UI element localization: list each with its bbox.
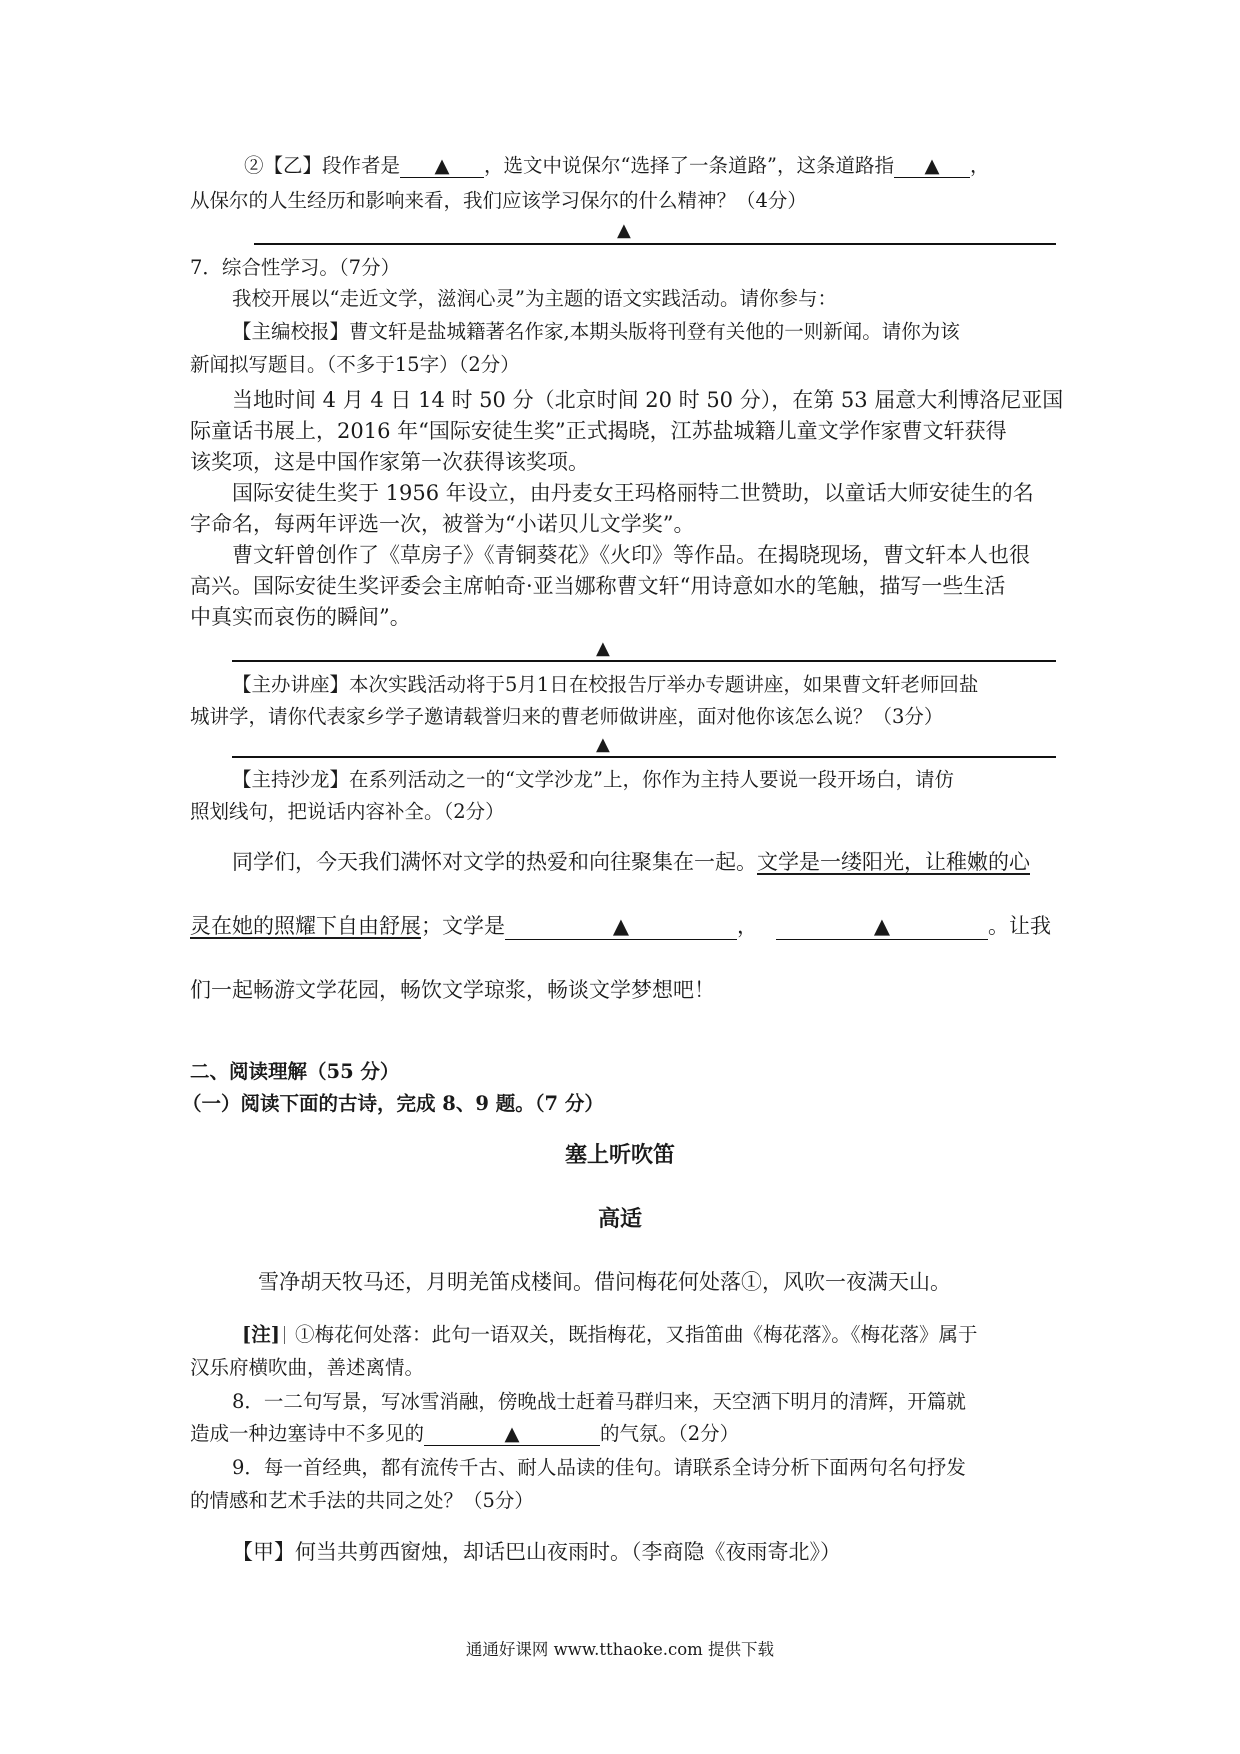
- news-line: 高兴。国际安徒生奖评委会主席帕奇·亚当娜称曹文轩“用诗意如水的笔触，描写一些生活: [190, 574, 1006, 598]
- answer-mark: ▲: [596, 638, 610, 659]
- news-line: 中真实而哀伤的瞬间”。: [190, 605, 411, 629]
- blank-mark: ▲: [873, 914, 891, 938]
- q6-2-text-c: ，: [969, 154, 990, 177]
- blank-mark: ▲: [504, 1422, 520, 1445]
- q8-line2: [190, 1422, 739, 1446]
- salon-blank-2: [776, 914, 988, 940]
- news-line: 际童话书展上，2016 年“国际安徒生奖”正式揭晓，江苏盐城籍儿童文学作家曹文轩获得: [190, 419, 1007, 443]
- note-marker: [284, 1326, 291, 1344]
- salon-line1: [232, 850, 1030, 875]
- poem-note-line1: [242, 1323, 977, 1346]
- q8-text-a: 造成一种边塞诗中不多见的: [190, 1422, 425, 1445]
- q7-part2-line2: 城讲学，请你代表家乡学子邀请载誉归来的曹老师做讲座，面对他你该怎么说？（3分）: [190, 705, 944, 728]
- section2-title: 二、阅读理解（55 分）: [190, 1060, 400, 1083]
- q6-2-text-a: ②【乙】段作者是: [244, 154, 401, 177]
- q7-part3-line1: 【主持沙龙】在系列活动之一的“文学沙龙”上，你作为主持人要说一段开场白，请仿: [232, 768, 954, 791]
- answer-mark: ▲: [617, 220, 631, 241]
- salon-text-a: 同学们，今天我们满怀对文学的热爱和向往聚集在一起。: [232, 850, 757, 874]
- q6-2-blank-road: [894, 154, 970, 178]
- note-label: [注]: [242, 1323, 280, 1346]
- q9-line1: 9．每一首经典，都有流传千古、耐人品读的佳句。请联系全诗分析下面两句名句抒发: [232, 1456, 966, 1479]
- q9-line2: 的情感和艺术手法的共同之处？（5分）: [190, 1489, 534, 1512]
- q6-2-line2: 从保尔的人生经历和影响来看，我们应该学习保尔的什么精神？（4分）: [190, 189, 807, 212]
- news-line: 曹文轩曾创作了《草房子》《青铜葵花》《火印》等作品。在揭晓现场，曹文轩本人也很: [232, 543, 1030, 567]
- news-line: 字命名，每两年评选一次，被誉为“小诺贝儿文学奖”。: [190, 512, 695, 536]
- salon-blank-1: [505, 914, 737, 940]
- poem-note-line2: 汉乐府横吹曲，善述离情。: [190, 1356, 425, 1379]
- salon-text-b: ；文学是: [421, 914, 505, 938]
- salon-model-sentence-a: 文学是一缕阳光，让稚嫩的心: [757, 850, 1030, 874]
- q8-blank: [424, 1422, 600, 1446]
- q8-text-b: 的气氛。（2分）: [600, 1422, 740, 1445]
- q7-part1-line2: 新闻拟写题目。（不多于15字）（2分）: [190, 353, 520, 376]
- section2-subtitle: （一）阅读下面的古诗，完成 8、9 题。（7 分）: [182, 1092, 604, 1115]
- salon-text-c: ，: [737, 914, 758, 938]
- news-line: 该奖项，这是中国作家第一次获得该奖项。: [190, 450, 589, 474]
- q6-2-text-b: ，选文中说保尔“选择了一条道路”，这条道路指: [484, 154, 894, 177]
- blank-mark: ▲: [612, 914, 630, 938]
- quote-jia: 【甲】何当共剪西窗烛，却话巴山夜雨时。（李商隐《夜雨寄北》）: [232, 1540, 841, 1564]
- salon-text-d: 。让我: [988, 914, 1051, 938]
- q7-part2-line1: 【主办讲座】本次实践活动将于5月1日在校报告厅举办专题讲座，如果曹文轩老师回盐: [232, 673, 979, 696]
- page-footer: 通通好课网 www.tthaoke.com 提供下载: [465, 1640, 775, 1659]
- answer-line: [254, 243, 1056, 245]
- salon-line3: 们一起畅游文学花园，畅饮文学琼浆，畅谈文学梦想吧！: [190, 978, 715, 1002]
- q7-title: 7．综合性学习。（7分）: [190, 256, 401, 279]
- news-line: 当地时间 4 月 4 日 14 时 50 分（北京时间 20 时 50 分），在第 53 届意大利博洛尼亚国: [232, 388, 1064, 412]
- blank-mark: ▲: [924, 154, 940, 177]
- q7-part1-line1: 【主编校报】曹文轩是盐城籍著名作家,本期头版将刊登有关他的一则新闻。请你为该: [232, 320, 960, 343]
- blank-mark: ▲: [434, 154, 450, 177]
- answer-mark: ▲: [596, 734, 610, 755]
- answer-line: [232, 756, 1056, 758]
- q7-part3-line2: 照划线句，把说话内容补全。（2分）: [190, 800, 505, 823]
- poem-author: 高适: [597, 1206, 642, 1232]
- answer-line: [232, 660, 1056, 662]
- note-text: ①梅花何处落：此句一语双关，既指梅花，又指笛曲《梅花落》。《梅花落》属于: [294, 1323, 978, 1346]
- poem-text: 雪净胡天牧马还，月明羌笛戍楼间。借问梅花何处落①，风吹一夜满天山。: [258, 1270, 951, 1294]
- q6-2-line1: [244, 154, 989, 178]
- q7-intro: 我校开展以“走近文学，滋润心灵”为主题的语文实践活动。请你参与：: [232, 287, 837, 310]
- salon-line2: [190, 914, 1051, 940]
- q6-2-blank-author: [400, 154, 484, 178]
- poem-title: 塞上听吹笛: [564, 1142, 675, 1168]
- news-line: 国际安徒生奖于 1956 年设立，由丹麦女王玛格丽特二世赞助，以童话大师安徒生的名: [232, 481, 1034, 505]
- q8-line1: 8．一二句写景，写冰雪消融，傍晚战士赶着马群归来，天空洒下明月的清辉，开篇就: [232, 1390, 966, 1413]
- salon-model-sentence-b: 灵在她的照耀下自由舒展: [190, 914, 421, 938]
